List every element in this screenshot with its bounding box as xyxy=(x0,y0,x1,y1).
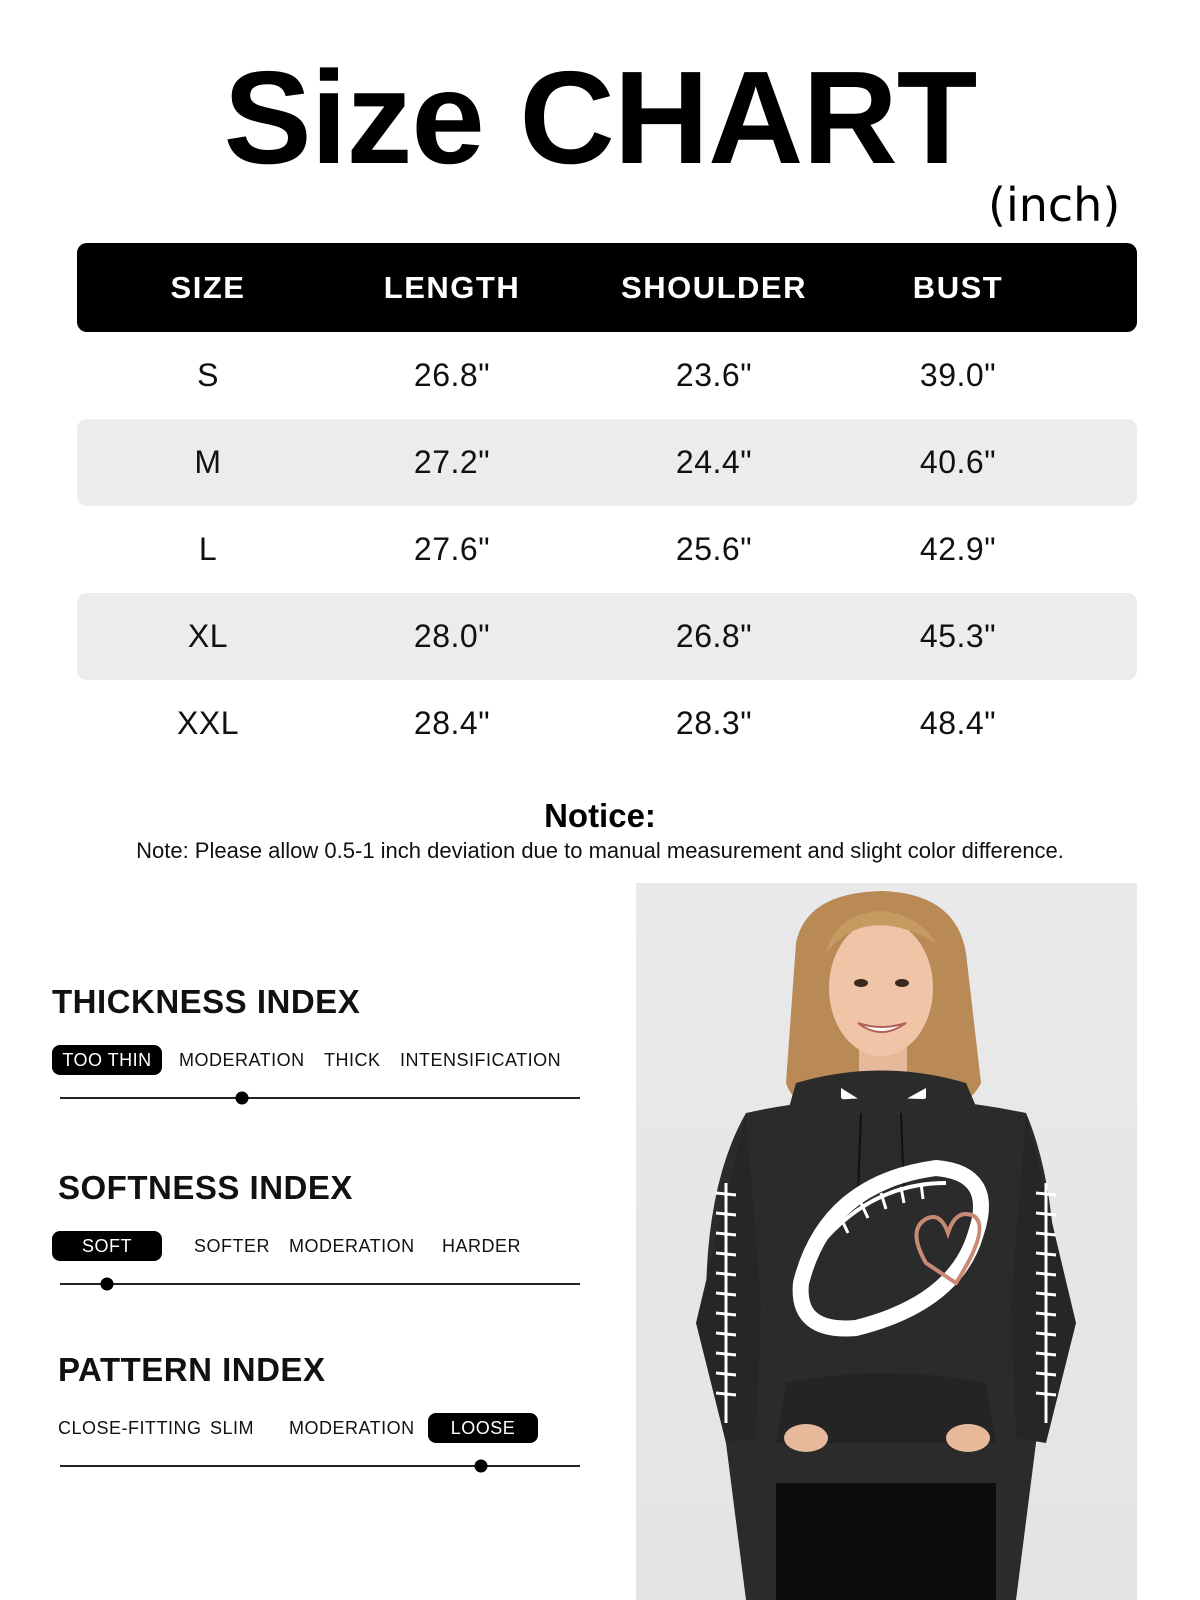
index-marker xyxy=(475,1460,488,1473)
index-option-active: TOO THIN xyxy=(52,1045,162,1075)
cell-shoulder: 23.6" xyxy=(675,357,753,393)
table-row xyxy=(77,593,1137,680)
cell-size: XXL xyxy=(177,705,239,741)
index-options xyxy=(52,1045,592,1075)
cell-length: 28.0" xyxy=(413,618,491,654)
table-row xyxy=(77,332,1137,419)
pattern-index xyxy=(52,1351,592,1443)
size-table xyxy=(77,243,1137,767)
index-options xyxy=(52,1231,592,1261)
cell-bust: 40.6" xyxy=(919,444,997,480)
column-header-length: LENGTH xyxy=(383,269,521,305)
table-row xyxy=(77,506,1137,593)
cell-shoulder: 28.3" xyxy=(675,705,753,741)
cell-length: 26.8" xyxy=(413,357,491,393)
column-header-size: SIZE xyxy=(170,269,246,305)
cell-shoulder: 26.8" xyxy=(675,618,753,654)
index-option: SOFTER xyxy=(194,1236,271,1256)
index-option: MODERATION xyxy=(289,1418,415,1438)
page-title: Size CHART xyxy=(223,44,977,191)
table-row xyxy=(77,680,1137,767)
softness-index xyxy=(52,1169,592,1261)
index-option: HARDER xyxy=(442,1236,522,1256)
index-option: MODERATION xyxy=(289,1236,415,1256)
thickness-index xyxy=(52,983,592,1075)
model-illustration xyxy=(636,883,1137,1600)
index-track xyxy=(60,1097,580,1099)
index-title: SOFTNESS INDEX xyxy=(58,1169,353,1206)
index-option: SLIM xyxy=(210,1418,255,1438)
index-track xyxy=(60,1465,580,1467)
cell-bust: 39.0" xyxy=(919,357,997,393)
cell-bust: 45.3" xyxy=(919,618,997,654)
cell-length: 27.2" xyxy=(413,444,491,480)
table-row xyxy=(77,419,1137,506)
column-header-bust: BUST xyxy=(912,269,1004,305)
index-track xyxy=(60,1283,580,1285)
cell-shoulder: 24.4" xyxy=(675,444,753,480)
cell-shoulder: 25.6" xyxy=(675,531,753,567)
cell-size: XL xyxy=(187,618,229,654)
cell-bust: 42.9" xyxy=(919,531,997,567)
index-option: CLOSE-FITTING xyxy=(58,1418,202,1438)
cell-bust: 48.4" xyxy=(919,705,997,741)
index-options xyxy=(52,1413,592,1443)
index-title: THICKNESS INDEX xyxy=(52,983,361,1020)
index-option: MODERATION xyxy=(179,1050,305,1070)
index-option-active: LOOSE xyxy=(428,1413,538,1443)
cell-length: 27.6" xyxy=(413,531,491,567)
notice-title: Notice: xyxy=(544,797,656,834)
index-marker xyxy=(100,1278,113,1291)
cell-size: L xyxy=(198,531,218,567)
index-title: PATTERN INDEX xyxy=(58,1351,326,1388)
cell-length: 28.4" xyxy=(413,705,491,741)
index-marker xyxy=(236,1092,249,1105)
cell-size: M xyxy=(194,444,222,480)
table-header xyxy=(77,243,1137,332)
index-option: INTENSIFICATION xyxy=(400,1050,562,1070)
notice-text: Note: Please allow 0.5-1 inch deviation due to manual measurement and slight color difference. xyxy=(136,838,1064,863)
index-option: THICK xyxy=(324,1050,381,1070)
index-option-active: SOFT xyxy=(52,1231,162,1261)
unit-label: (inch) xyxy=(988,178,1121,232)
cell-size: S xyxy=(197,357,219,393)
column-header-shoulder: SHOULDER xyxy=(621,269,807,305)
product-photo xyxy=(636,883,1137,1600)
